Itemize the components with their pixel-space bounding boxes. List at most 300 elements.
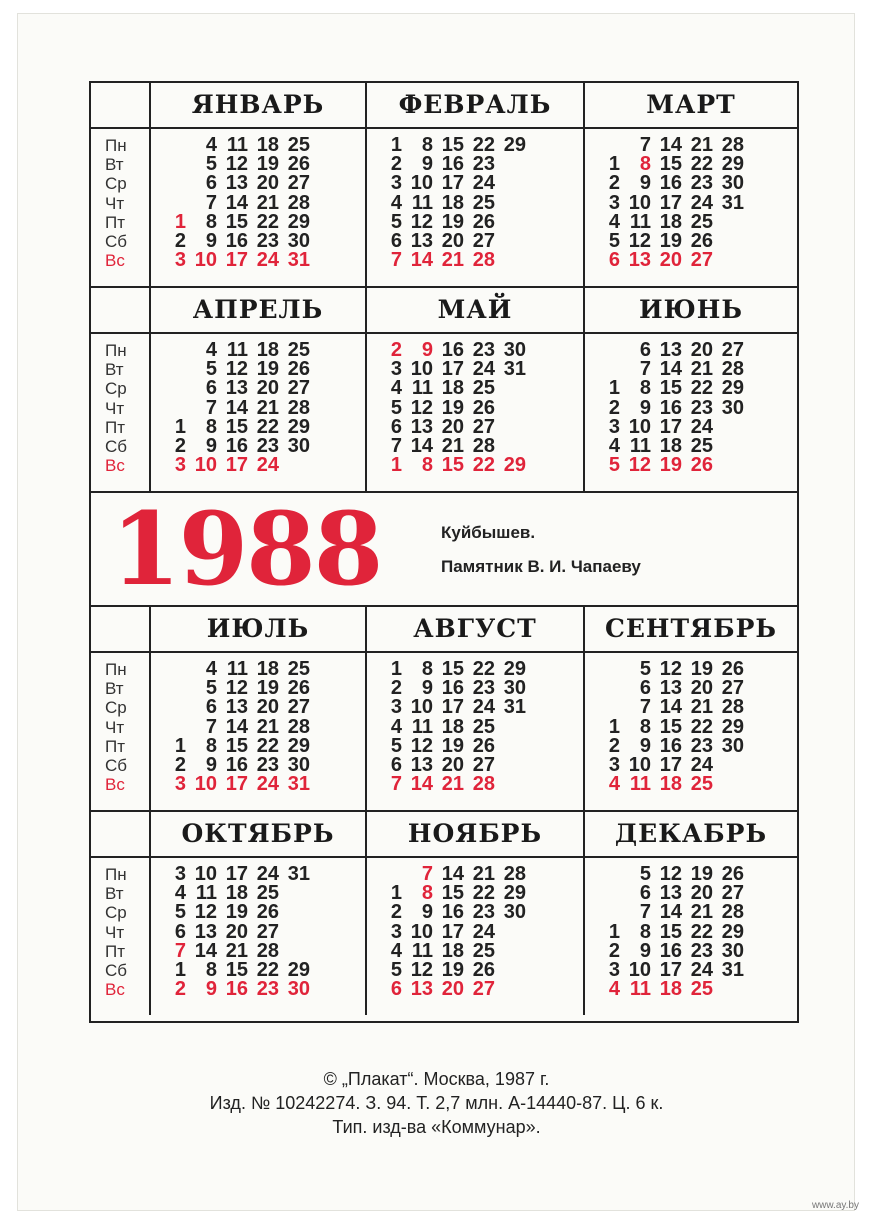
day-number: 17 — [441, 696, 464, 719]
day-number: 7 — [205, 191, 217, 214]
day-number: 12 — [194, 901, 217, 924]
day-number: 24 — [690, 958, 713, 981]
day-number: 8 — [421, 658, 433, 680]
day-number: 6 — [639, 677, 651, 700]
day-number: 15 — [225, 734, 248, 757]
day-number: 14 — [225, 396, 248, 419]
day-number: 8 — [205, 210, 217, 233]
weekday-row — [589, 379, 744, 398]
weekday-row — [155, 980, 310, 999]
day-number: 26 — [690, 454, 713, 477]
day-number: 2 — [174, 753, 186, 776]
month-name: ИЮНЬ — [583, 288, 797, 332]
month-name: ОКТЯБРЬ — [149, 812, 365, 856]
day-number: 25 — [287, 658, 310, 680]
day-number: 4 — [174, 882, 186, 905]
weekday-label: Сб — [105, 436, 128, 456]
day-number: 5 — [174, 901, 186, 924]
day-number: 28 — [472, 773, 495, 796]
weekday-row — [155, 191, 310, 214]
day-number: 2 — [390, 901, 402, 924]
day-number: 19 — [225, 901, 248, 924]
day-number: 14 — [225, 715, 248, 738]
weekday-row — [155, 903, 310, 922]
day-number: 14 — [410, 249, 433, 272]
day-number: 17 — [225, 454, 248, 477]
caption-city: Куйбышев. — [441, 523, 536, 542]
day-number: 2 — [174, 229, 186, 252]
month-name: АПРЕЛЬ — [149, 288, 365, 332]
day-number: 6 — [390, 415, 402, 438]
day-number: 1 — [390, 454, 402, 477]
day-number: 6 — [174, 920, 186, 943]
day-number: 28 — [721, 901, 744, 924]
day-number: 19 — [690, 658, 713, 680]
day-number: 23 — [690, 734, 713, 757]
day-number: 1 — [608, 715, 620, 738]
month-grid — [149, 856, 365, 1015]
day-number: 15 — [441, 658, 464, 680]
day-number: 16 — [659, 172, 682, 195]
day-number: 6 — [205, 172, 217, 195]
day-number: 14 — [410, 434, 433, 457]
day-number: 30 — [287, 978, 310, 1001]
weekday-row — [371, 980, 526, 999]
day-number: 11 — [411, 715, 433, 738]
weekday-row — [589, 174, 744, 193]
day-number: 27 — [287, 172, 310, 195]
day-number: 15 — [225, 415, 248, 438]
weekday-label: Чт — [105, 717, 125, 737]
day-number: 8 — [421, 454, 433, 477]
weekday-label: Пн — [105, 865, 127, 884]
weekday-row — [371, 903, 526, 922]
month-grid — [149, 127, 365, 286]
day-number: 22 — [256, 958, 279, 981]
day-number: 18 — [441, 715, 464, 738]
day-number: 12 — [410, 210, 433, 233]
day-number: 3 — [174, 249, 186, 272]
weekday-label: Вс — [105, 251, 125, 271]
day-number: 11 — [411, 191, 433, 214]
day-number: 24 — [690, 415, 713, 438]
day-number: 2 — [608, 939, 620, 962]
day-number: 29 — [721, 377, 744, 400]
day-number: 5 — [205, 358, 217, 381]
day-number: 16 — [441, 677, 464, 700]
day-number: 28 — [721, 134, 744, 156]
day-number: 24 — [256, 454, 279, 477]
day-number: 19 — [690, 863, 713, 885]
month-name: НОЯБРЬ — [365, 812, 583, 856]
day-number: 23 — [690, 172, 713, 195]
month-name: ДЕКАБРЬ — [583, 812, 797, 856]
day-number: 4 — [390, 377, 402, 400]
day-number: 14 — [194, 939, 217, 962]
day-number: 11 — [226, 339, 248, 361]
day-number: 22 — [690, 153, 713, 176]
weekday-label: Пт — [105, 212, 126, 232]
day-number: 25 — [472, 939, 495, 962]
day-number: 15 — [225, 210, 248, 233]
day-number: 12 — [225, 677, 248, 700]
month-grid — [149, 332, 365, 491]
day-number: 21 — [472, 863, 495, 885]
day-number: 20 — [659, 249, 682, 272]
day-number: 26 — [287, 358, 310, 381]
weekday-row — [155, 715, 310, 738]
day-number: 31 — [287, 863, 310, 885]
day-number: 26 — [721, 658, 744, 680]
day-number: 22 — [256, 415, 279, 438]
day-number: 23 — [690, 939, 713, 962]
weekday-label: Вс — [105, 775, 125, 795]
day-number: 23 — [690, 396, 713, 419]
day-number: 30 — [503, 901, 526, 924]
day-number: 17 — [225, 863, 248, 885]
day-number: 17 — [441, 920, 464, 943]
day-number: 2 — [174, 978, 186, 1001]
day-number: 25 — [690, 773, 713, 796]
day-number: 20 — [441, 415, 464, 438]
day-number: 3 — [174, 773, 186, 796]
day-number: 16 — [659, 939, 682, 962]
day-number: 6 — [390, 229, 402, 252]
day-number: 4 — [390, 939, 402, 962]
day-number: 18 — [659, 978, 682, 1001]
day-number: 15 — [441, 454, 464, 477]
weekday-row — [155, 698, 310, 717]
day-number: 12 — [410, 958, 433, 981]
month-grid — [365, 332, 583, 491]
day-number: 18 — [225, 882, 248, 905]
day-number: 16 — [225, 753, 248, 776]
day-number: 11 — [411, 377, 433, 400]
day-number: 10 — [194, 454, 217, 477]
weekday-label: Пт — [105, 736, 126, 756]
day-number: 13 — [659, 339, 682, 361]
day-number: 3 — [174, 454, 186, 477]
day-number: 1 — [390, 882, 402, 905]
day-number: 7 — [174, 939, 186, 962]
year-banner — [91, 490, 797, 608]
day-number: 1 — [174, 958, 186, 981]
month-grid — [583, 651, 797, 810]
day-number: 19 — [659, 454, 682, 477]
day-number: 22 — [256, 734, 279, 757]
calendar-frame — [89, 81, 799, 1023]
day-number: 4 — [390, 191, 402, 214]
month-name: СЕНТЯБРЬ — [583, 607, 797, 651]
day-number: 22 — [472, 134, 495, 156]
day-number: 29 — [721, 153, 744, 176]
weekday-label: Ср — [105, 174, 127, 194]
day-number: 15 — [441, 134, 464, 156]
day-number: 15 — [659, 153, 682, 176]
day-number: 4 — [608, 434, 620, 457]
day-number: 9 — [639, 396, 651, 419]
day-number: 12 — [628, 229, 651, 252]
day-number: 5 — [639, 863, 651, 885]
day-number: 1 — [608, 920, 620, 943]
day-number: 17 — [441, 358, 464, 381]
day-number: 21 — [225, 939, 248, 962]
print-info-line: Изд. № 10242274. З. 94. Т. 2,7 млн. А-14440-87. Ц. 6 к. — [209, 1093, 664, 1113]
watermark: www.ay.by — [811, 1200, 859, 1211]
day-number: 7 — [639, 134, 651, 156]
day-number: 3 — [390, 920, 402, 943]
day-number: 19 — [256, 153, 279, 176]
day-number: 16 — [225, 978, 248, 1001]
day-number: 27 — [472, 753, 495, 776]
day-number: 31 — [503, 696, 526, 719]
month-name: ФЕВРАЛЬ — [365, 83, 583, 127]
day-number: 13 — [194, 920, 217, 943]
day-number: 20 — [256, 172, 279, 195]
day-number: 7 — [639, 901, 651, 924]
day-number: 2 — [608, 396, 620, 419]
day-number: 11 — [629, 773, 651, 796]
month-name: МАРТ — [583, 83, 797, 127]
day-number: 24 — [690, 753, 713, 776]
weekday-row — [155, 251, 310, 270]
day-number: 30 — [287, 753, 310, 776]
day-number: 20 — [690, 677, 713, 700]
day-number: 13 — [225, 377, 248, 400]
day-number: 1 — [390, 658, 402, 680]
weekday-row — [155, 920, 310, 943]
day-number: 29 — [721, 715, 744, 738]
day-number: 22 — [472, 882, 495, 905]
day-number: 16 — [225, 434, 248, 457]
day-number: 27 — [721, 339, 744, 361]
day-number: 10 — [194, 249, 217, 272]
day-number: 25 — [690, 434, 713, 457]
day-number: 8 — [639, 153, 651, 176]
month-header-row — [91, 288, 797, 334]
day-number: 9 — [205, 434, 217, 457]
day-number: 5 — [390, 734, 402, 757]
weekday-label: Вт — [105, 360, 124, 380]
day-number: 2 — [174, 434, 186, 457]
day-number: 29 — [287, 415, 310, 438]
months-block-bottom — [91, 607, 797, 1021]
day-number: 26 — [472, 958, 495, 981]
weekday-row — [371, 775, 526, 794]
day-number: 7 — [390, 249, 402, 272]
day-number: 17 — [659, 415, 682, 438]
printer-line: Тип. изд-ва «Коммунар». — [332, 1117, 541, 1137]
day-number: 6 — [608, 249, 620, 272]
day-number: 3 — [608, 191, 620, 214]
day-number: 29 — [503, 454, 526, 477]
day-number: 3 — [608, 415, 620, 438]
weekday-row — [589, 920, 744, 943]
day-number: 10 — [410, 696, 433, 719]
day-number: 29 — [721, 920, 744, 943]
day-number: 18 — [659, 773, 682, 796]
day-number: 24 — [472, 358, 495, 381]
day-number: 21 — [256, 715, 279, 738]
day-number: 5 — [639, 658, 651, 680]
month-grid — [365, 856, 583, 1015]
day-number: 8 — [639, 377, 651, 400]
day-number: 11 — [411, 939, 433, 962]
day-number: 26 — [256, 901, 279, 924]
day-number: 27 — [721, 677, 744, 700]
weekday-row — [371, 191, 526, 214]
day-number: 20 — [690, 339, 713, 361]
day-number: 1 — [174, 734, 186, 757]
day-number: 10 — [194, 863, 217, 885]
day-number: 6 — [205, 696, 217, 719]
weekday-row — [589, 980, 744, 999]
day-number: 8 — [205, 958, 217, 981]
day-number: 20 — [441, 753, 464, 776]
day-number: 11 — [226, 658, 248, 680]
day-number: 4 — [608, 210, 620, 233]
weekday-label: Пн — [105, 660, 127, 679]
day-number: 28 — [503, 863, 526, 885]
month-grid — [583, 856, 797, 1015]
day-number: 1 — [174, 210, 186, 233]
day-number: 16 — [441, 901, 464, 924]
day-number: 6 — [639, 339, 651, 361]
day-number: 18 — [441, 939, 464, 962]
day-number: 18 — [441, 191, 464, 214]
day-number: 20 — [256, 377, 279, 400]
day-number: 4 — [390, 715, 402, 738]
divider — [91, 605, 797, 607]
day-number: 19 — [441, 396, 464, 419]
weekday-label: Вс — [105, 980, 125, 1000]
day-number: 23 — [256, 753, 279, 776]
day-number: 17 — [225, 249, 248, 272]
month-grid — [583, 127, 797, 286]
day-number: 19 — [441, 734, 464, 757]
day-number: 18 — [441, 377, 464, 400]
day-number: 1 — [608, 377, 620, 400]
day-number: 10 — [410, 172, 433, 195]
day-number: 27 — [287, 696, 310, 719]
day-number: 10 — [628, 415, 651, 438]
day-number: 19 — [659, 229, 682, 252]
day-number: 3 — [174, 863, 186, 885]
day-number: 26 — [472, 396, 495, 419]
day-number: 5 — [390, 210, 402, 233]
day-number: 17 — [659, 958, 682, 981]
day-number: 8 — [639, 920, 651, 943]
day-number: 23 — [256, 434, 279, 457]
day-number: 9 — [639, 172, 651, 195]
day-number: 10 — [628, 191, 651, 214]
day-number: 20 — [441, 978, 464, 1001]
day-number: 25 — [287, 339, 310, 361]
day-number: 6 — [390, 978, 402, 1001]
day-number: 28 — [287, 191, 310, 214]
day-number: 6 — [639, 882, 651, 905]
day-number: 5 — [390, 958, 402, 981]
day-number: 27 — [472, 978, 495, 1001]
weekday-row — [155, 456, 310, 475]
day-number: 25 — [472, 191, 495, 214]
day-number: 5 — [205, 677, 217, 700]
day-number: 18 — [659, 210, 682, 233]
day-number: 25 — [256, 882, 279, 905]
day-number: 28 — [721, 696, 744, 719]
month-body-row — [91, 856, 797, 1015]
months-block-top — [91, 83, 797, 493]
day-number: 21 — [441, 434, 464, 457]
weekday-label: Вт — [105, 155, 124, 175]
day-number: 21 — [690, 358, 713, 381]
weekday-label: Чт — [105, 193, 125, 213]
month-body-row — [91, 651, 797, 810]
day-number: 24 — [256, 773, 279, 796]
day-number: 21 — [690, 134, 713, 156]
day-number: 2 — [390, 677, 402, 700]
day-number: 7 — [390, 773, 402, 796]
day-number: 11 — [629, 434, 651, 457]
day-number: 15 — [659, 377, 682, 400]
day-number: 26 — [472, 210, 495, 233]
weekday-label: Пт — [105, 417, 126, 437]
weekday-row — [371, 698, 526, 717]
weekday-row — [589, 396, 744, 419]
day-number: 20 — [441, 229, 464, 252]
weekday-row — [371, 920, 526, 943]
day-number: 28 — [287, 396, 310, 419]
weekday-label: Пн — [105, 341, 127, 360]
day-number: 4 — [205, 339, 217, 361]
day-number: 11 — [226, 134, 248, 156]
day-number: 7 — [205, 396, 217, 419]
day-number: 12 — [410, 396, 433, 419]
day-number: 25 — [690, 978, 713, 1001]
day-number: 24 — [256, 249, 279, 272]
day-number: 9 — [639, 939, 651, 962]
day-number: 9 — [421, 339, 433, 361]
day-number: 12 — [628, 454, 651, 477]
day-number: 24 — [256, 863, 279, 885]
day-number: 22 — [256, 210, 279, 233]
publisher-line: © „Плакат“. Москва, 1987 г. — [323, 1069, 550, 1089]
day-number: 30 — [721, 939, 744, 962]
day-number: 29 — [287, 734, 310, 757]
day-number: 12 — [659, 658, 682, 680]
day-number: 14 — [410, 773, 433, 796]
day-number: 16 — [441, 339, 464, 361]
day-number: 5 — [390, 396, 402, 419]
day-number: 11 — [629, 978, 651, 1001]
weekday-column — [91, 332, 149, 491]
month-grid — [149, 651, 365, 810]
day-number: 28 — [721, 358, 744, 381]
day-number: 9 — [205, 978, 217, 1001]
day-number: 13 — [659, 677, 682, 700]
day-number: 16 — [659, 734, 682, 757]
weekday-row — [371, 396, 526, 419]
day-number: 30 — [721, 396, 744, 419]
day-number: 25 — [287, 134, 310, 156]
day-number: 13 — [410, 415, 433, 438]
day-number: 14 — [659, 358, 682, 381]
day-number: 31 — [287, 249, 310, 272]
weekday-column — [91, 127, 149, 286]
weekday-row — [371, 456, 526, 475]
weekday-label: Вс — [105, 456, 125, 476]
day-number: 29 — [287, 958, 310, 981]
